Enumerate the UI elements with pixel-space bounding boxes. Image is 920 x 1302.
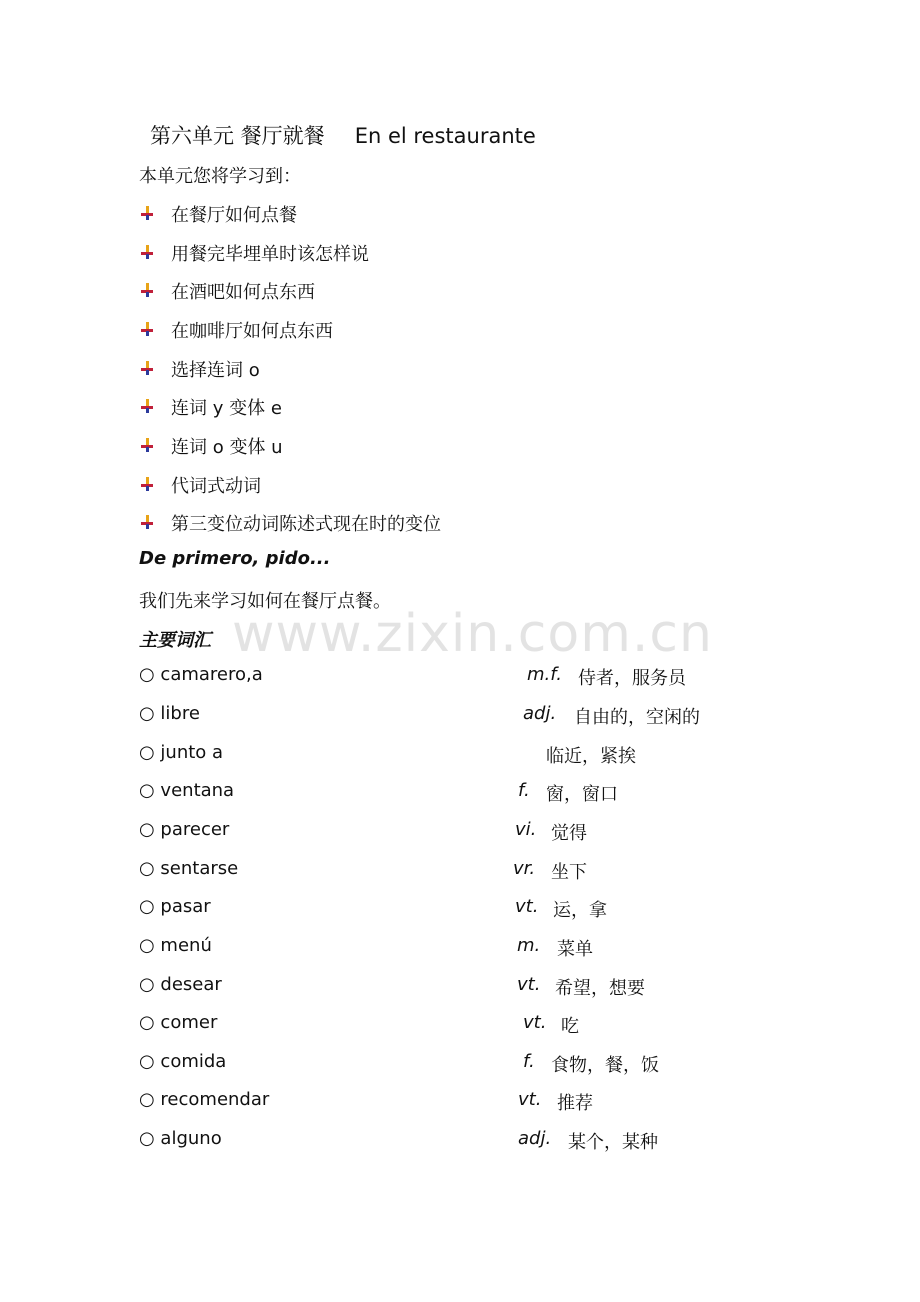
bullet-icon <box>139 514 155 530</box>
vocab-word: ○ ventana <box>139 780 235 801</box>
vocab-word: ○ parecer <box>139 819 230 840</box>
vocab-pos: f. <box>518 780 530 801</box>
vocab-word: ○ comer <box>139 1012 218 1033</box>
bullet-icon <box>139 437 155 453</box>
bullet-icon <box>139 244 155 260</box>
bullet-icon <box>139 476 155 492</box>
vocab-pos: m.f. <box>527 664 562 685</box>
vocab-meaning: 菜单 <box>557 939 593 960</box>
vocab-word: ○ desear <box>139 974 222 995</box>
vocab-meaning: 窗，窗口 <box>546 784 618 805</box>
vocab-word: ○ sentarse <box>139 858 239 879</box>
bullet-icon <box>139 205 155 221</box>
vocab-word: ○ camarero,a <box>139 664 263 685</box>
watermark: www.zixin.com.cn <box>232 604 713 664</box>
vocab-word: ○ comida <box>139 1051 227 1072</box>
vocab-pos: vi. <box>515 819 537 840</box>
vocab-meaning: 运，拿 <box>553 900 607 921</box>
vocab-word: ○ pasar <box>139 896 211 917</box>
vocab-meaning: 临近，紧挨 <box>546 746 636 767</box>
vocab-pos: m. <box>517 935 541 956</box>
vocab-word: ○ libre <box>139 703 200 724</box>
bullet-icon <box>139 398 155 414</box>
vocab-heading: 主要词汇 <box>139 630 211 651</box>
title-spanish: En el restaurante <box>354 124 536 148</box>
vocab-pos: vt. <box>518 1089 542 1110</box>
vocab-meaning: 自由的，空闲的 <box>574 707 700 728</box>
intro-paragraph: 我们先来学习如何在餐厅点餐。 <box>139 591 391 612</box>
vocab-pos: adj. <box>518 1128 552 1149</box>
vocab-meaning: 希望，想要 <box>555 978 645 999</box>
vocab-pos: f. <box>523 1051 535 1072</box>
vocab-pos: adj. <box>523 703 557 724</box>
page-title <box>150 120 536 150</box>
vocab-meaning: 食物，餐，饭 <box>551 1055 659 1076</box>
vocab-meaning: 坐下 <box>551 862 587 883</box>
vocab-pos: vt. <box>517 974 541 995</box>
vocab-word: ○ recomendar <box>139 1089 270 1110</box>
vocab-pos: vt. <box>515 896 539 917</box>
bullet-icon <box>139 321 155 337</box>
bullet-icon <box>139 282 155 298</box>
vocab-word: ○ menú <box>139 935 212 956</box>
vocab-meaning: 觉得 <box>551 823 587 844</box>
vocab-word: ○ junto a <box>139 742 224 763</box>
bullet-icon <box>139 360 155 376</box>
vocab-meaning: 吃 <box>561 1016 579 1037</box>
title-chinese: 第六单元 餐厅就餐 <box>150 124 325 148</box>
intro-text: 本单元您将学习到： <box>139 166 301 187</box>
vocab-meaning: 推荐 <box>557 1093 593 1114</box>
vocab-word: ○ alguno <box>139 1128 222 1149</box>
section-heading: De primero, pido... <box>139 548 331 569</box>
vocab-pos: vt. <box>523 1012 547 1033</box>
vocab-meaning: 侍者，服务员 <box>578 668 686 689</box>
vocab-meaning: 某个，某种 <box>568 1132 658 1153</box>
vocab-pos: vr. <box>513 858 536 879</box>
